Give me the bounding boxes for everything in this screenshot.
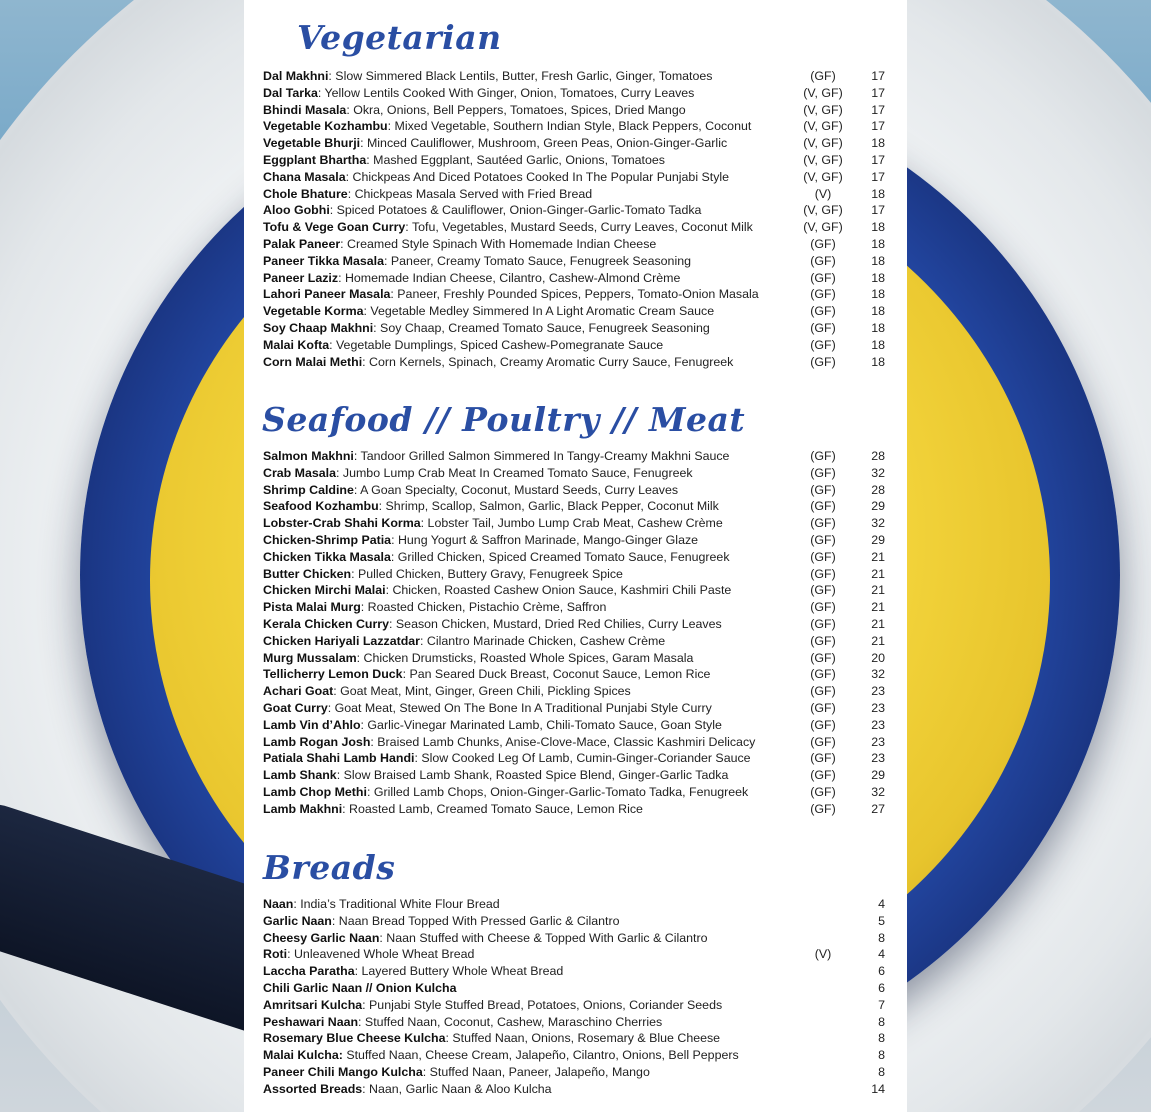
menu-item (263, 896, 893, 913)
item-price: 32 (871, 667, 885, 682)
item-dietary-tag: (V) (814, 947, 832, 962)
item-dietary-tag: (GF) (810, 287, 836, 302)
item-description: : Tofu, Vegetables, Mustard Seeds, Curry Leaves, Coconut Milk (405, 220, 753, 235)
item-dietary-tag: (V, GF) (803, 102, 843, 117)
item-price: 27 (871, 801, 885, 816)
item-description: : Naan Stuffed with Cheese & Topped With Garlic & Cilantro (379, 930, 708, 945)
item-name: Kerala Chicken Curry (263, 616, 390, 631)
item-description: : Paneer, Creamy Tomato Sauce, Fenugreek Seasoning (384, 253, 691, 268)
menu-item (263, 616, 893, 633)
item-price: 18 (871, 270, 885, 285)
item-description: : Okra, Onions, Bell Peppers, Tomatoes, Spices, Dried Mango (346, 102, 686, 117)
item-name: Lamb Rogan Josh (263, 734, 371, 749)
item-dietary-tag: (GF) (810, 801, 836, 816)
menu-item (263, 801, 893, 818)
item-price: 17 (871, 119, 885, 134)
item-price: 21 (871, 600, 885, 615)
item-price: 21 (871, 616, 885, 631)
menu-item (263, 750, 893, 767)
breads-list (263, 896, 893, 1098)
item-name: Patiala Shahi Lamb Handi (263, 751, 415, 766)
item-name: Malai Kofta (263, 337, 330, 352)
item-dietary-tag: (GF) (810, 354, 836, 369)
item-dietary-tag: (V, GF) (803, 152, 843, 167)
item-name: Soy Chaap Makhni (263, 320, 374, 335)
menu-item (263, 946, 893, 963)
item-name: Tofu & Vege Goan Curry (263, 220, 406, 235)
item-price: 18 (871, 337, 885, 352)
item-description: : Chicken, Roasted Cashew Onion Sauce, Kashmiri Chili Paste (385, 583, 732, 598)
item-price: 8 (878, 1064, 885, 1079)
item-description: Stuffed Naan, Cheese Cream, Jalapeño, Cilantro, Onions, Bell Peppers (342, 1048, 739, 1063)
item-description: : Vegetable Medley Simmered In A Light Aromatic Cream Sauce (363, 304, 715, 319)
item-dietary-tag: (GF) (810, 700, 836, 715)
item-name: Bhindi Masala (263, 102, 347, 117)
menu-item (263, 1047, 893, 1064)
menu-item (263, 734, 893, 751)
menu-item (263, 320, 893, 337)
item-dietary-tag: (V, GF) (803, 220, 843, 235)
item-price: 21 (871, 633, 885, 648)
item-description: : India’s Traditional White Flour Bread (293, 897, 500, 911)
item-price: 28 (871, 482, 885, 497)
item-dietary-tag: (GF) (810, 717, 836, 732)
item-price: 23 (871, 734, 885, 749)
menu-item (263, 633, 893, 650)
menu-item (263, 767, 893, 784)
menu-item (263, 169, 893, 186)
item-price: 23 (871, 717, 885, 732)
item-dietary-tag: (GF) (810, 751, 836, 766)
item-price: 18 (871, 354, 885, 369)
item-price: 18 (871, 186, 885, 201)
item-description: : Naan, Garlic Naan & Aloo Kulcha (362, 1081, 552, 1096)
vegetarian-list (263, 68, 893, 370)
item-name: Chole Bhature (263, 186, 348, 201)
item-description: : Homemade Indian Cheese, Cilantro, Cashew-Almond Crème (338, 270, 681, 285)
menu-item (263, 102, 893, 119)
menu-item (263, 337, 893, 354)
item-description: : Tandoor Grilled Salmon Simmered In Tangy-Creamy Makhni Sauce (353, 449, 730, 463)
item-name: Eggplant Bhartha (263, 152, 367, 167)
item-name: Roti (263, 947, 288, 962)
item-dietary-tag: (V, GF) (803, 203, 843, 218)
menu-item (263, 186, 893, 203)
item-description: : Paneer, Freshly Pounded Spices, Peppers, Tomato-Onion Masala (390, 287, 759, 302)
item-name: Palak Paneer (263, 236, 341, 251)
item-description: : Yellow Lentils Cooked With Ginger, Onion, Tomatoes, Curry Leaves (317, 85, 695, 100)
item-description: : A Goan Specialty, Coconut, Mustard Seeds, Curry Leaves (353, 482, 679, 497)
item-name: Butter Chicken (263, 566, 352, 581)
item-name: Garlic Naan (263, 913, 332, 928)
item-dietary-tag: (GF) (810, 320, 836, 335)
item-price: 18 (871, 320, 885, 335)
item-description: : Layered Buttery Whole Wheat Bread (354, 964, 564, 979)
item-dietary-tag: (GF) (810, 734, 836, 749)
item-price: 7 (878, 997, 885, 1012)
item-dietary-tag: (GF) (810, 600, 836, 615)
item-name: Lahori Paneer Masala (263, 287, 391, 302)
item-dietary-tag: (V, GF) (803, 85, 843, 100)
item-dietary-tag: (GF) (810, 616, 836, 631)
item-dietary-tag: (V, GF) (803, 119, 843, 134)
item-name: Salmon Makhni (263, 449, 354, 463)
item-description: : Grilled Chicken, Spiced Creamed Tomato Sauce, Fenugreek (390, 549, 730, 564)
item-price: 6 (878, 980, 885, 995)
item-name: Chicken Hariyali Lazzatdar (263, 633, 421, 648)
item-price: 8 (878, 1014, 885, 1029)
item-description: : Hung Yogurt & Saffron Marinade, Mango-Ginger Glaze (391, 532, 699, 547)
item-dietary-tag: (GF) (810, 667, 836, 682)
item-price: 5 (878, 913, 885, 928)
menu-item (263, 498, 893, 515)
item-price: 4 (878, 947, 885, 962)
item-dietary-tag: (GF) (810, 768, 836, 783)
item-dietary-tag: (GF) (810, 482, 836, 497)
item-name: Murg Mussalam (263, 650, 357, 665)
item-price: 17 (871, 152, 885, 167)
item-dietary-tag: (V, GF) (803, 136, 843, 151)
item-dietary-tag: (GF) (810, 69, 836, 83)
item-name: Paneer Laziz (263, 270, 339, 285)
menu-item (263, 68, 893, 85)
menu-item (263, 666, 893, 683)
menu-item (263, 980, 893, 997)
item-description: : Grilled Lamb Chops, Onion-Ginger-Garlic-Tomato Tadka, Fenugreek (366, 784, 749, 799)
item-description: : Stuffed Naan, Coconut, Cashew, Maraschino Cherries (358, 1014, 663, 1029)
item-price: 21 (871, 549, 885, 564)
item-name: Achari Goat (263, 684, 334, 699)
menu-item (263, 152, 893, 169)
item-description: : Shrimp, Scallop, Salmon, Garlic, Black Pepper, Coconut Milk (378, 499, 719, 514)
item-dietary-tag: (GF) (810, 633, 836, 648)
item-dietary-tag: (GF) (810, 253, 836, 268)
item-name: Dal Makhni (263, 69, 329, 83)
item-description: : Braised Lamb Chunks, Anise-Clove-Mace, Classic Kashmiri Delicacy (370, 734, 756, 749)
item-name: Malai Kulcha: (263, 1048, 343, 1063)
menu-item (263, 532, 893, 549)
menu-item (263, 1081, 893, 1098)
item-dietary-tag: (GF) (810, 684, 836, 699)
item-description: : Mixed Vegetable, Southern Indian Style, Black Peppers, Coconut (387, 119, 752, 134)
item-dietary-tag: (V) (814, 186, 832, 201)
menu-item (263, 135, 893, 152)
item-price: 6 (878, 964, 885, 979)
menu-item (263, 650, 893, 667)
menu-item (263, 85, 893, 102)
item-price: 32 (871, 784, 885, 799)
item-description: : Punjabi Style Stuffed Bread, Potatoes, Onions, Coriander Seeds (362, 997, 723, 1012)
menu-item (263, 913, 893, 930)
menu-item (263, 354, 893, 371)
section-title-breads: Breads (263, 848, 396, 887)
section-title-vegetarian: Vegetarian (297, 18, 502, 57)
menu-item (263, 515, 893, 532)
item-name: Lamb Makhni (263, 801, 343, 816)
item-name: Chicken-Shrimp Patia (263, 532, 392, 547)
item-description: : Goat Meat, Stewed On The Bone In A Traditional Punjabi Style Curry (327, 700, 712, 715)
item-price: 8 (878, 930, 885, 945)
item-name: Pista Malai Murg (263, 600, 361, 615)
item-description: : Cilantro Marinade Chicken, Cashew Crème (420, 633, 666, 648)
item-price: 21 (871, 566, 885, 581)
item-price: 18 (871, 236, 885, 251)
item-description: : Slow Simmered Black Lentils, Butter, Fresh Garlic, Ginger, Tomatoes (328, 69, 713, 83)
item-name: Assorted Breads (263, 1081, 363, 1096)
item-name: Paneer Chili Mango Kulcha (263, 1064, 423, 1079)
item-description: : Slow Cooked Leg Of Lamb, Cumin-Ginger-Coriander Sauce (414, 751, 751, 766)
item-name: Crab Masala (263, 465, 337, 480)
menu-item (263, 202, 893, 219)
item-description: : Slow Braised Lamb Shank, Roasted Spice Blend, Ginger-Garlic Tadka (336, 768, 729, 783)
item-name: Tellicherry Lemon Duck (263, 667, 403, 682)
item-price: 17 (871, 169, 885, 184)
item-description: : Unleavened Whole Wheat Bread (287, 947, 475, 962)
item-name: Rosemary Blue Cheese Kulcha (263, 1031, 446, 1046)
menu-item (263, 683, 893, 700)
item-dietary-tag: (GF) (810, 236, 836, 251)
item-description: : Minced Cauliflower, Mushroom, Green Peas, Onion-Ginger-Garlic (360, 136, 728, 151)
item-dietary-tag: (GF) (810, 499, 836, 514)
item-dietary-tag: (GF) (810, 784, 836, 799)
item-price: 17 (871, 203, 885, 218)
item-dietary-tag: (V, GF) (803, 169, 843, 184)
item-price: 20 (871, 650, 885, 665)
item-dietary-tag: (GF) (810, 549, 836, 564)
item-description: : Creamed Style Spinach With Homemade Indian Cheese (340, 236, 657, 251)
menu-item (263, 482, 893, 499)
item-name: Lamb Shank (263, 768, 337, 783)
item-description: : Roasted Lamb, Creamed Tomato Sauce, Lemon Rice (342, 801, 643, 816)
item-description: : Garlic-Vinegar Marinated Lamb, Chili-Tomato Sauce, Goan Style (360, 717, 722, 732)
item-description: : Chickpeas Masala Served with Fried Bread (347, 186, 593, 201)
item-name: Chana Masala (263, 169, 346, 184)
item-price: 17 (871, 69, 885, 83)
item-price: 29 (871, 768, 885, 783)
item-dietary-tag: (GF) (810, 532, 836, 547)
item-description: : Pan Seared Duck Breast, Coconut Sauce, Lemon Rice (402, 667, 711, 682)
item-price: 32 (871, 465, 885, 480)
item-description: : Spiced Potatoes & Cauliflower, Onion-Ginger-Garlic-Tomato Tadka (329, 203, 702, 218)
item-name: Lamb Chop Methi (263, 784, 367, 799)
item-description: : Roasted Chicken, Pistachio Crème, Saffron (360, 600, 607, 615)
item-price: 18 (871, 220, 885, 235)
menu-item (263, 582, 893, 599)
item-description: : Jumbo Lump Crab Meat In Creamed Tomato Sauce, Fenugreek (336, 465, 693, 480)
item-name: Laccha Paratha (263, 964, 355, 979)
item-dietary-tag: (GF) (810, 583, 836, 598)
item-price: 4 (878, 897, 885, 911)
item-dietary-tag: (GF) (810, 304, 836, 319)
item-name: Lamb Vin d’Ahlo (263, 717, 361, 732)
item-name: Chicken Tikka Masala (263, 549, 391, 564)
item-description: : Chicken Drumsticks, Roasted Whole Spices, Garam Masala (356, 650, 694, 665)
item-name: Lobster-Crab Shahi Korma (263, 516, 421, 531)
item-price: 29 (871, 532, 885, 547)
item-price: 14 (871, 1081, 885, 1096)
item-dietary-tag: (GF) (810, 516, 836, 531)
item-name: Vegetable Bhurji (263, 136, 361, 151)
item-dietary-tag: (GF) (810, 650, 836, 665)
menu-item (263, 236, 893, 253)
item-description: : Pulled Chicken, Buttery Gravy, Fenugreek Spice (351, 566, 623, 581)
item-price: 17 (871, 102, 885, 117)
item-price: 18 (871, 304, 885, 319)
seafood-list (263, 448, 893, 818)
menu-item (263, 286, 893, 303)
menu-item (263, 930, 893, 947)
item-name: Paneer Tikka Masala (263, 253, 385, 268)
item-description: : Chickpeas And Diced Potatoes Cooked In The Popular Punjabi Style (345, 169, 730, 184)
item-price: 21 (871, 583, 885, 598)
item-name: Amritsari Kulcha (263, 997, 363, 1012)
item-price: 23 (871, 751, 885, 766)
item-name: Corn Malai Methi (263, 354, 363, 369)
item-name: Shrimp Caldine (263, 482, 354, 497)
item-price: 29 (871, 499, 885, 514)
item-price: 17 (871, 85, 885, 100)
item-name: Peshawari Naan (263, 1014, 359, 1029)
menu-item (263, 599, 893, 616)
item-price: 18 (871, 253, 885, 268)
menu-item (263, 717, 893, 734)
menu-item (263, 219, 893, 236)
menu-item (263, 997, 893, 1014)
section-title-seafood-poultry-meat: Seafood // Poultry // Meat (262, 400, 746, 439)
item-description: : Mashed Eggplant, Sautéed Garlic, Onions, Tomatoes (366, 152, 665, 167)
item-description: : Stuffed Naan, Onions, Rosemary & Blue Cheese (445, 1031, 721, 1046)
item-name: Vegetable Korma (263, 304, 364, 319)
item-description: : Goat Meat, Mint, Ginger, Green Chili, Pickling Spices (333, 684, 631, 699)
item-description: : Naan Bread Topped With Pressed Garlic & Cilantro (331, 913, 620, 928)
menu-item (263, 784, 893, 801)
item-dietary-tag: (GF) (810, 465, 836, 480)
item-dietary-tag: (GF) (810, 566, 836, 581)
item-description: : Lobster Tail, Jumbo Lump Crab Meat, Cashew Crème (420, 516, 723, 531)
menu-item (263, 700, 893, 717)
item-name: Cheesy Garlic Naan (263, 930, 380, 945)
item-name: Goat Curry (263, 700, 328, 715)
item-dietary-tag: (GF) (810, 337, 836, 352)
item-price: 28 (871, 449, 885, 463)
item-description: : Soy Chaap, Creamed Tomato Sauce, Fenugreek Seasoning (373, 320, 710, 335)
menu-item (263, 253, 893, 270)
item-name: Vegetable Kozhambu (263, 119, 388, 134)
menu-item (263, 549, 893, 566)
item-name: Seafood Kozhambu (263, 499, 379, 514)
menu-item (263, 566, 893, 583)
item-price: 18 (871, 136, 885, 151)
item-name: Aloo Gobhi (263, 203, 330, 218)
item-name: Chili Garlic Naan // Onion Kulcha (263, 980, 457, 995)
menu-item (263, 1030, 893, 1047)
item-price: 8 (878, 1031, 885, 1046)
item-description: : Stuffed Naan, Paneer, Jalapeño, Mango (422, 1064, 650, 1079)
item-description: : Vegetable Dumplings, Spiced Cashew-Pomegranate Sauce (329, 337, 664, 352)
menu-item (263, 270, 893, 287)
menu-item (263, 448, 893, 465)
item-name: Dal Tarka (263, 85, 318, 100)
menu-item (263, 465, 893, 482)
menu-item (263, 963, 893, 980)
item-price: 23 (871, 700, 885, 715)
menu-item (263, 1014, 893, 1031)
menu-item (263, 1064, 893, 1081)
menu-item (263, 118, 893, 135)
item-price: 18 (871, 287, 885, 302)
item-description: : Season Chicken, Mustard, Dried Red Chilies, Curry Leaves (389, 616, 722, 631)
menu-item (263, 303, 893, 320)
item-price: 8 (878, 1048, 885, 1063)
item-dietary-tag: (GF) (810, 270, 836, 285)
item-description: : Corn Kernels, Spinach, Creamy Aromatic Curry Sauce, Fenugreek (362, 354, 734, 369)
item-name: Naan (263, 897, 294, 911)
item-price: 23 (871, 684, 885, 699)
item-price: 32 (871, 516, 885, 531)
item-dietary-tag: (GF) (810, 449, 836, 463)
item-name: Chicken Mirchi Malai (263, 583, 386, 598)
